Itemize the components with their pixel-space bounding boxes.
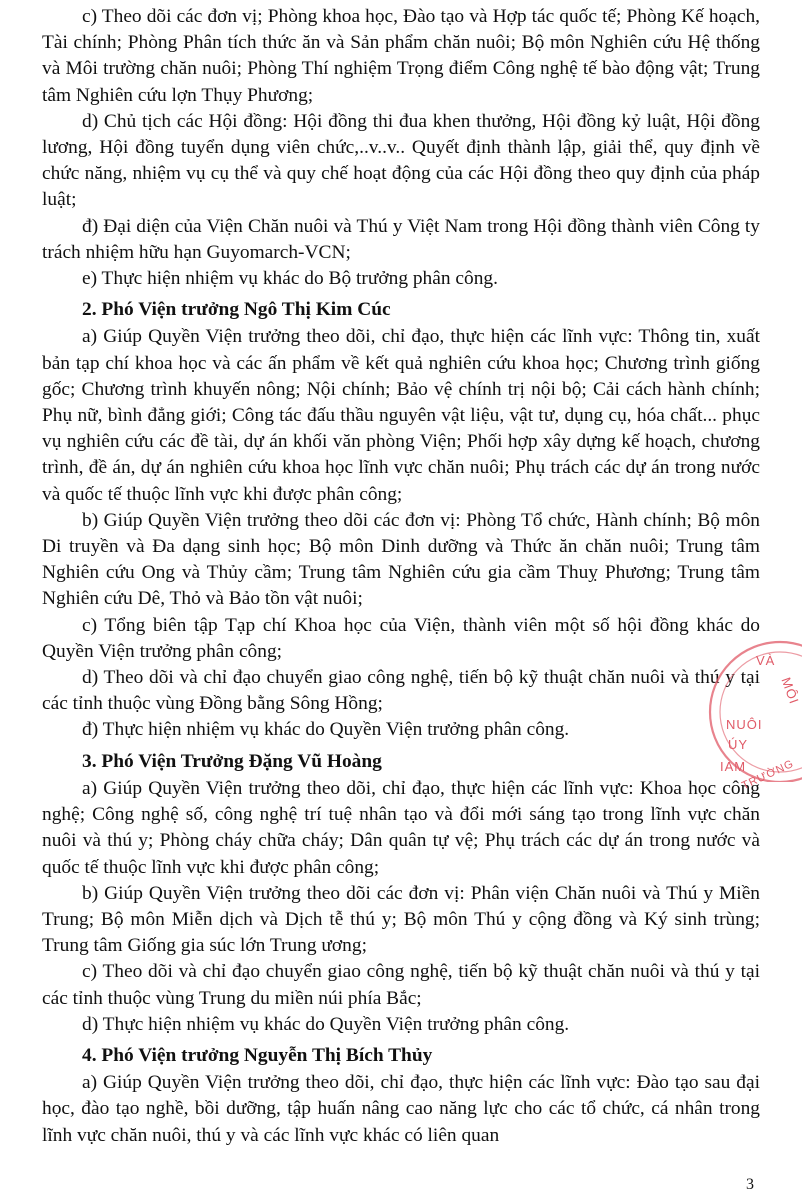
paragraph-2d: d) Theo dõi và chỉ đạo chuyển giao công nghệ, tiến bộ kỹ thuật chăn nuôi và thú y tại các tỉnh thuộc vùng Đồng bằng Sông Hồng; bbox=[42, 667, 760, 715]
paragraph-2b: b) Giúp Quyền Viện trưởng theo dõi các đơn vị: Phòng Tổ chức, Hành chính; Bộ môn Di truyền và Đa dạng sinh học; Bộ môn Dinh dưỡng và Thức ăn chăn nuôi; Trung tâm Nghiên cứu Ong và Thủy cầm; Trung tâm Nghiên cứu gia cầm Thuỵ Phương; Trung tâm Nghiên cứu Dê, Thỏ và Bảo tồn vật nuôi; bbox=[42, 509, 760, 610]
paragraph-3b: b) Giúp Quyền Viện trưởng theo dõi các đơn vị: Phân viện Chăn nuôi và Thú y Miền Trung; Bộ môn Miễn dịch và Dịch tễ thú y; Bộ môn Thú y cộng đồng và Ký sinh trùng; Trung tâm Giống gia súc lớn Trung ương; bbox=[42, 882, 760, 957]
section-heading-4: 4. Phó Viện trưởng Nguyễn Thị Bích Thủy bbox=[82, 1044, 433, 1066]
section-heading-3: 3. Phó Viện Trưởng Đặng Vũ Hoàng bbox=[82, 750, 382, 772]
paragraph-dd-representative: đ) Đại diện của Viện Chăn nuôi và Thú y Việt Nam trong Hội đồng thành viên Công ty trách nhiệm hữu hạn Guyomarch-VCN; bbox=[42, 215, 760, 263]
red-seal-stamp bbox=[706, 632, 802, 793]
paragraph-3d: d) Thực hiện nhiệm vụ khác do Quyền Viện trưởng phân công. bbox=[82, 1013, 570, 1035]
stamp-fragment: VÀ bbox=[756, 653, 776, 668]
paragraph-d-council-chair: d) Chủ tịch các Hội đồng: Hội đồng thi đua khen thưởng, Hội đồng kỷ luật, Hội đồng lương, Hội đồng tuyển dụng viên chức,..v..v.. Quyết định thành lập, giải thể, quy định về chức năng, nhiệm vụ cụ thể và quy chế hoạt động của các Hội đồng theo quy định của pháp luật; bbox=[42, 110, 760, 211]
paragraph-2dd: đ) Thực hiện nhiệm vụ khác do Quyền Viện trưởng phân công. bbox=[82, 719, 570, 741]
stamp-fragment: ÚY bbox=[728, 737, 749, 752]
paragraph-c-monitoring-units: c) Theo dõi các đơn vị; Phòng khoa học, Đào tạo và Hợp tác quốc tế; Phòng Kế hoạch, Tài chính; Phòng Phân tích thức ăn và Sản phẩm chăn nuôi; Bộ môn Nghiên cứu Hệ thống và Môi trường chăn nuôi; Phòng Thí nghiệm Trọng điểm Công nghệ tế bào động vật; Trung tâm Nghiên cứu lợn Thụy Phương; bbox=[42, 6, 760, 106]
paragraph-2c: c) Tổng biên tập Tạp chí Khoa học của Viện, thành viên một số hội đồng khác do Quyền Viện trưởng phân công; bbox=[42, 614, 760, 662]
section-heading-2: 2. Phó Viện trưởng Ngô Thị Kim Cúc bbox=[82, 299, 391, 321]
paragraph-4a: a) Giúp Quyền Viện trưởng theo dõi, chỉ đạo, thực hiện các lĩnh vực: Đào tạo sau đại học, đào tạo nghề, bồi dưỡng, tập huấn nâng cao năng lực cho các tổ chức, cá nhân trong lĩnh vực chăn nuôi, thú y và các lĩnh vực khác có liên quan bbox=[42, 1072, 760, 1146]
stamp-fragment: MÔI bbox=[778, 675, 802, 707]
stamp-fragment: NUÔI bbox=[726, 717, 763, 732]
page-number: 3 bbox=[746, 1176, 754, 1193]
paragraph-e-other-duties: e) Thực hiện nhiệm vụ khác do Bộ trưởng phân công. bbox=[82, 268, 498, 290]
stamp-fragment: TRƯỜNG bbox=[740, 757, 796, 793]
paragraph-3a: a) Giúp Quyền Viện trưởng theo dõi, chỉ đạo, thực hiện các lĩnh vực: Khoa học công nghệ; Công nghệ số, công nghệ trí tuệ nhân tạo và đổi mới sáng tạo trong lĩnh vực chăn nuôi và thú y; Phòng cháy chữa cháy; Dân quân tự vệ; Phụ trách các dự án trong nước và quốc tế thuộc lĩnh vực khi được phân công; bbox=[42, 777, 760, 878]
paragraph-2a: a) Giúp Quyền Viện trưởng theo dõi, chỉ đạo, thực hiện các lĩnh vực: Thông tin, xuất bản tạp chí khoa học và các ấn phẩm về kết quả nghiên cứu khoa học; Chương trình giống gốc; Chương trình khuyến nông; Nội chính; Bảo vệ chính trị nội bộ; Cải cách hành chính; Phụ nữ, bình đẳng giới; Công tác đấu thầu nguyên vật liệu, vật tư, dụng cụ, hóa chất... phục vụ nghiên cứu các đề tài, dự án khối văn phòng Viện; Phối hợp xây dựng kế hoạch, chương trình, đề án, dự án nghiên cứu khoa học lĩnh vực chăn nuôi; Phụ trách các dự án trong nước và quốc tế thuộc lĩnh vực khi được phân công; bbox=[42, 326, 760, 505]
paragraph-3c: c) Theo dõi và chỉ đạo chuyển giao công nghệ, tiến bộ kỹ thuật chăn nuôi và thú y tại các tỉnh thuộc vùng Trung du miền núi phía Bắc; bbox=[42, 961, 760, 1009]
stamp-fragment: IAM bbox=[720, 759, 747, 774]
document-body bbox=[42, 4, 760, 1149]
